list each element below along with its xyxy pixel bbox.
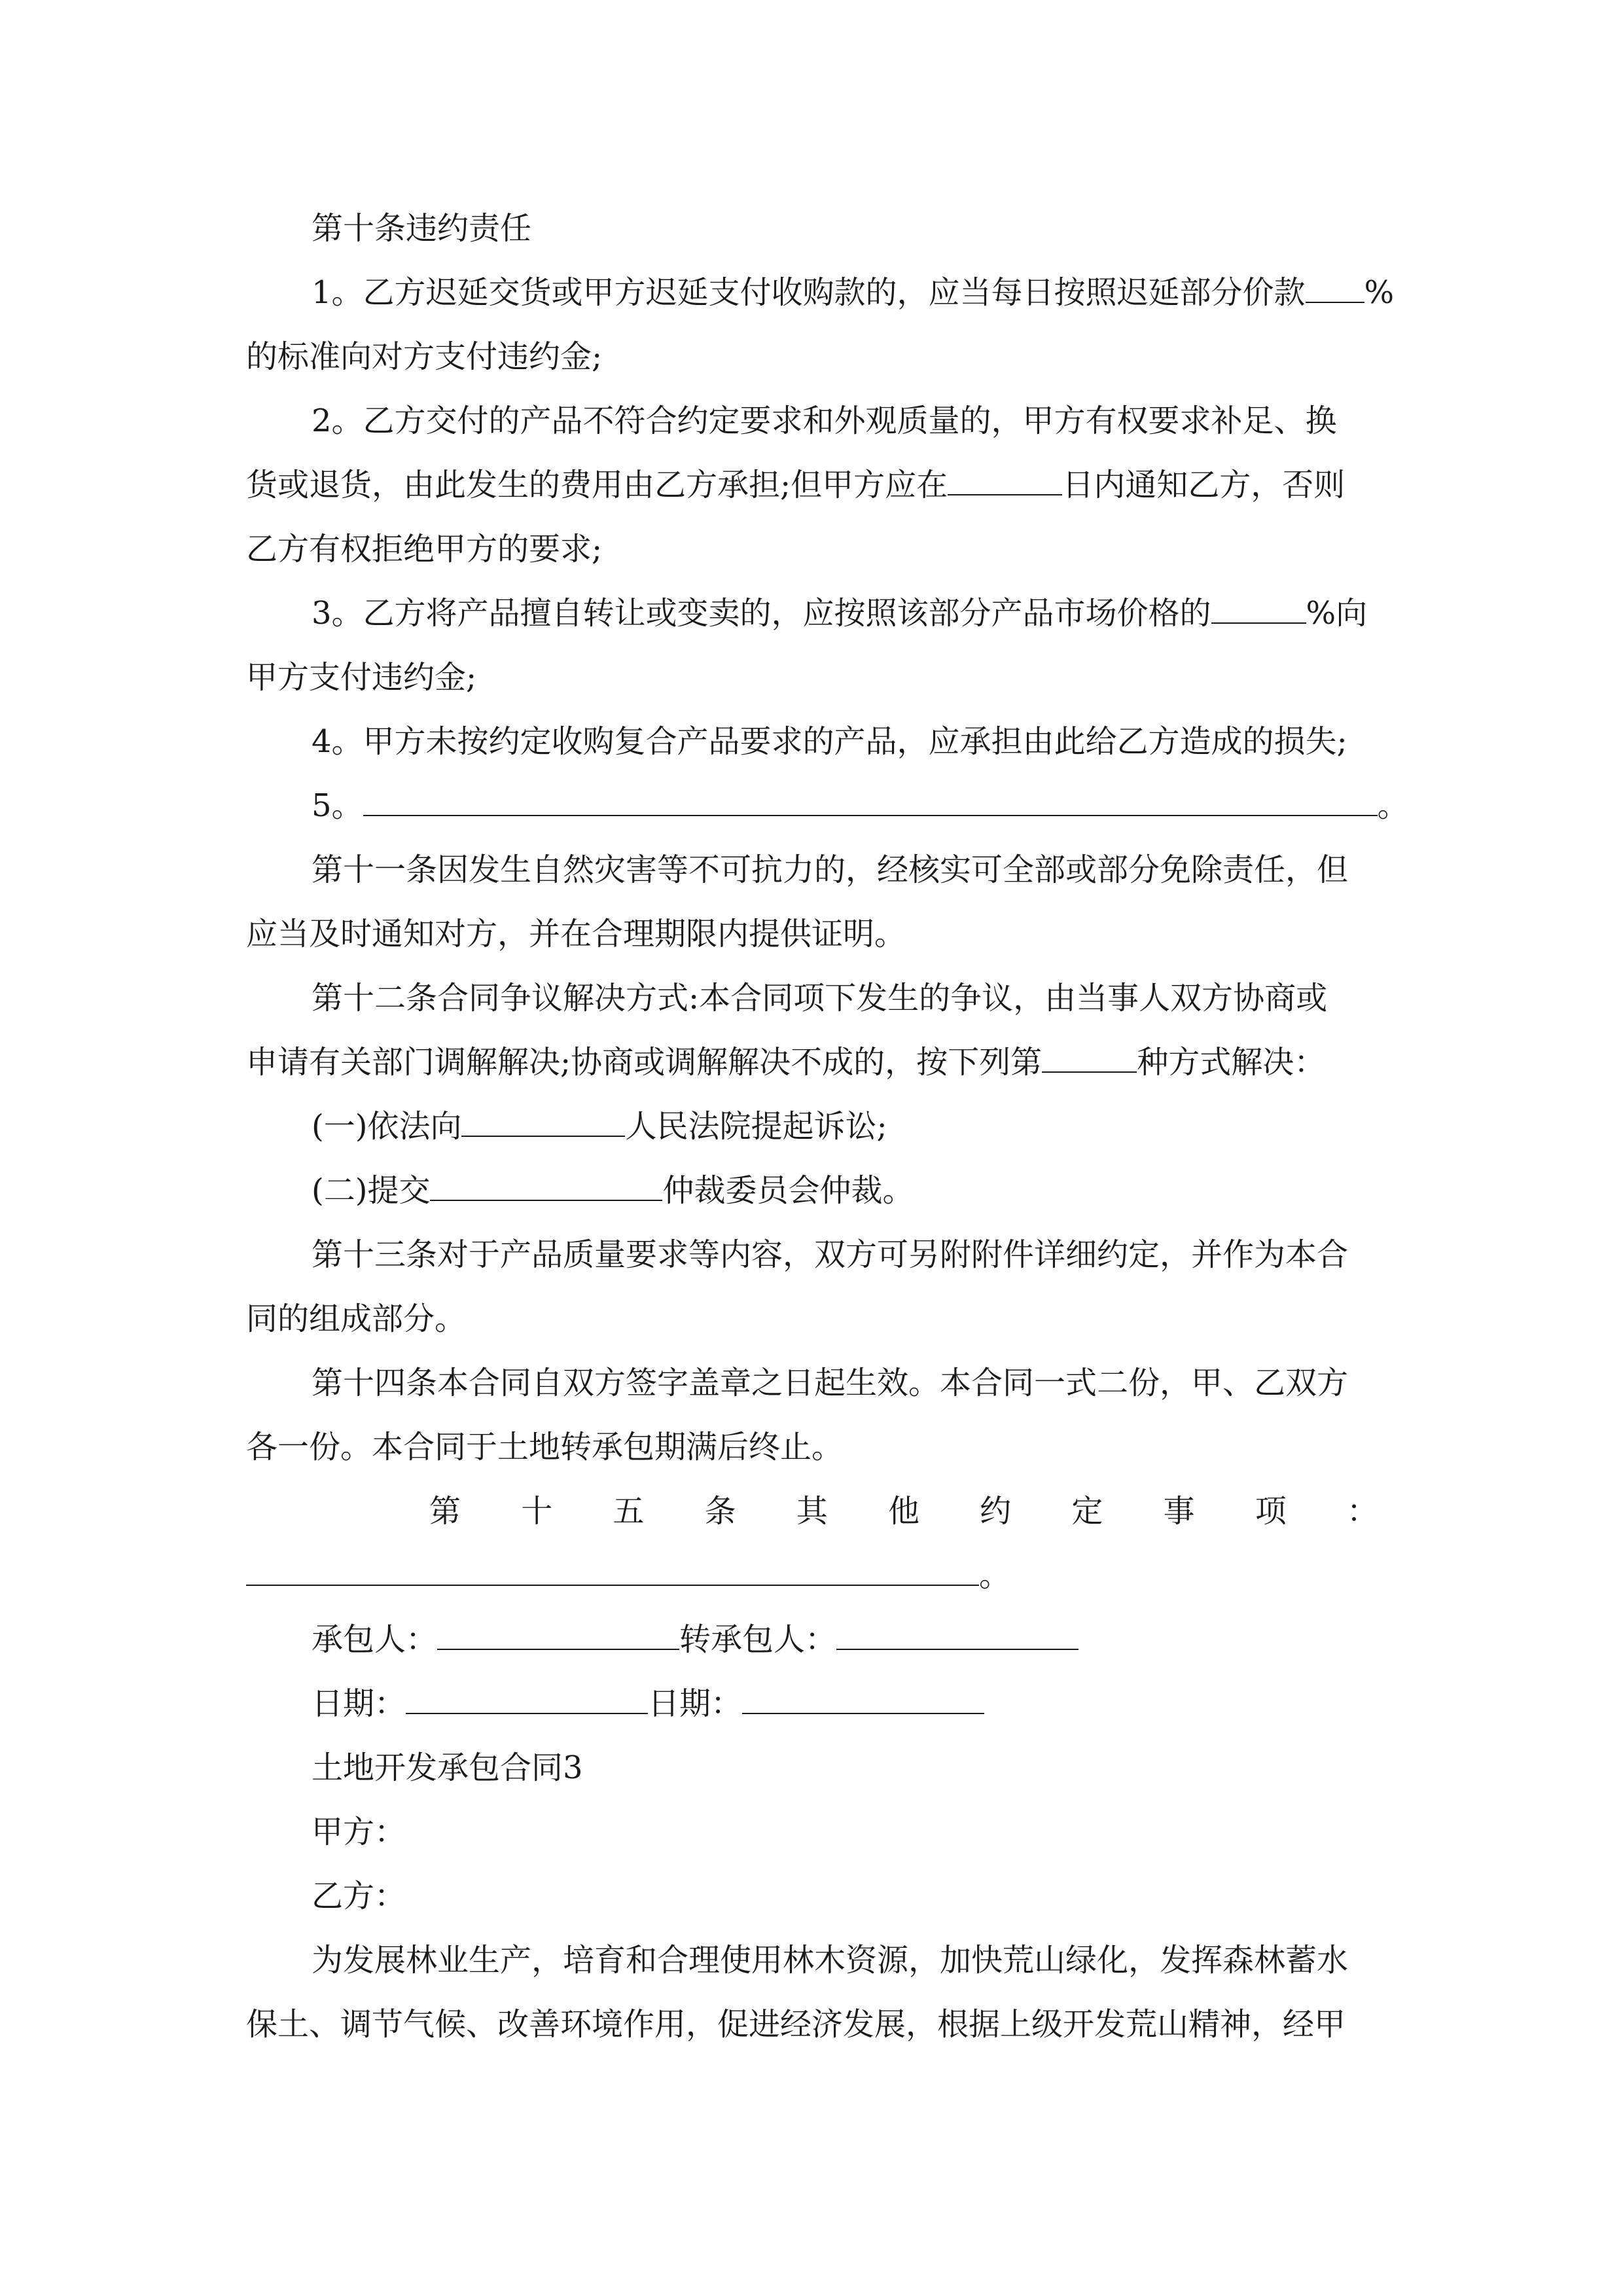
clause-10-item-1 — [246, 260, 1395, 325]
fill-blank — [461, 1098, 625, 1137]
heading-char: 项 — [1255, 1493, 1287, 1530]
text-segment: 。 — [979, 1557, 1011, 1594]
clause-14-cont: 各一份。本合同于土地转承包期满后终止。 — [246, 1429, 844, 1465]
clause-10-item-5 — [246, 774, 1409, 838]
clause-13: 第十三条对于产品质量要求等内容，双方可另附附件详细约定，并作为本合 — [312, 1236, 1349, 1273]
preamble: 为发展林业生产，培育和合理使用林木资源，加快荒山绿化，发挥森林蓄水 — [312, 1942, 1349, 1979]
text-segment: %向 — [1306, 595, 1368, 632]
fill-blank — [836, 1611, 1079, 1650]
text-segment: 5。 — [312, 787, 363, 824]
text-segment: 仲裁委员会仲裁。 — [662, 1172, 914, 1209]
heading-char: 他 — [887, 1493, 919, 1530]
text-segment: 。 — [1377, 787, 1409, 824]
fill-blank — [1042, 1033, 1137, 1073]
contractor-label: 承包人： — [312, 1621, 438, 1658]
fill-blank — [948, 456, 1062, 495]
fill-blank — [437, 1611, 679, 1650]
heading-char: 五 — [613, 1493, 645, 1530]
clause-15-blank — [246, 1543, 1378, 1607]
clause-11: 第十一条因发生自然灾害等不可抗力的，经核实可全部或部分免除责任，但 — [312, 852, 1349, 888]
fill-blank — [430, 1162, 662, 1201]
clause-12-option-2 — [246, 1158, 1378, 1223]
clause-10-heading: 第十条违约责任 — [312, 210, 532, 247]
clause-12-cont — [246, 1030, 1378, 1094]
text-segment: 申请有关部门调解解决;协商或调解解决不成的，按下列第 — [246, 1044, 1043, 1081]
clause-12-option-1 — [246, 1094, 1378, 1158]
heading-char: 条 — [704, 1493, 736, 1530]
clause-10-item-1-cont: 的标准向对方支付违约金; — [246, 338, 603, 375]
preamble-cont: 保土、调节气候、改善环境作用，促进经济发展，根据上级开发荒山精神，经甲 — [246, 2006, 1346, 2043]
heading-char: ： — [1346, 1493, 1378, 1530]
clause-10-item-2-cont — [246, 453, 1378, 517]
heading-char: 约 — [980, 1493, 1012, 1530]
date-label: 日期： — [312, 1685, 406, 1722]
text-segment: 种方式解决： — [1137, 1044, 1326, 1081]
clause-10-item-2: 2。乙方交付的产品不符合约定要求和外观质量的，甲方有权要求补足、换 — [312, 403, 1337, 439]
clause-14: 第十四条本合同自双方签字盖章之日起生效。本合同一式二份，甲、乙双方 — [312, 1365, 1349, 1401]
text-segment: (一)依法向 — [312, 1108, 462, 1145]
fill-blank — [406, 1675, 648, 1714]
heading-char: 其 — [796, 1493, 828, 1530]
text-segment: 3。乙方将产品擅自转让或变卖的，应按照该部分产品市场价格的 — [312, 595, 1211, 632]
subcontractor-label: 转承包人： — [679, 1621, 837, 1658]
clause-15-heading — [246, 1479, 1378, 1543]
party-b-label: 乙方： — [312, 1878, 406, 1914]
text-segment: 日内通知乙方，否则 — [1062, 467, 1346, 503]
fill-blank — [363, 777, 1378, 816]
clause-13-cont: 同的组成部分。 — [246, 1300, 467, 1337]
fill-blank — [1306, 264, 1364, 303]
clause-10-item-3-cont: 甲方支付违约金; — [246, 659, 477, 696]
fill-blank — [742, 1675, 984, 1714]
text-segment: 1。乙方迟延交货或甲方迟延支付收购款的，应当每日按照迟延部分价款 — [312, 274, 1306, 311]
party-a-label: 甲方： — [312, 1814, 406, 1850]
date-label: 日期： — [648, 1685, 743, 1722]
signature-dates — [246, 1672, 1378, 1736]
text-segment: 人民法院提起诉讼; — [625, 1108, 887, 1145]
clause-10-item-3 — [246, 581, 1378, 645]
clause-10-item-2-cont: 乙方有权拒绝甲方的要求; — [246, 531, 603, 567]
text-segment: % — [1364, 274, 1395, 311]
text-segment: (二)提交 — [312, 1172, 431, 1209]
clause-11-cont: 应当及时通知对方，并在合理期限内提供证明。 — [246, 916, 906, 952]
fill-blank — [246, 1547, 979, 1586]
clause-10-item-4: 4。甲方未按约定收购复合产品要求的产品，应承担由此给乙方造成的损失; — [312, 723, 1347, 760]
fill-blank — [1211, 584, 1306, 624]
clause-12: 第十二条合同争议解决方式:本合同项下发生的争议，由当事人双方协商或 — [312, 980, 1328, 1016]
heading-char: 十 — [521, 1493, 553, 1530]
document-body — [246, 196, 1409, 2056]
heading-char: 事 — [1163, 1493, 1195, 1530]
contract-3-title: 土地开发承包合同3 — [312, 1749, 583, 1786]
heading-char: 第 — [429, 1493, 461, 1530]
text-segment: 货或退货，由此发生的费用由乙方承担;但甲方应在 — [246, 467, 948, 503]
heading-char: 定 — [1071, 1493, 1103, 1530]
signature-parties — [246, 1607, 1378, 1672]
